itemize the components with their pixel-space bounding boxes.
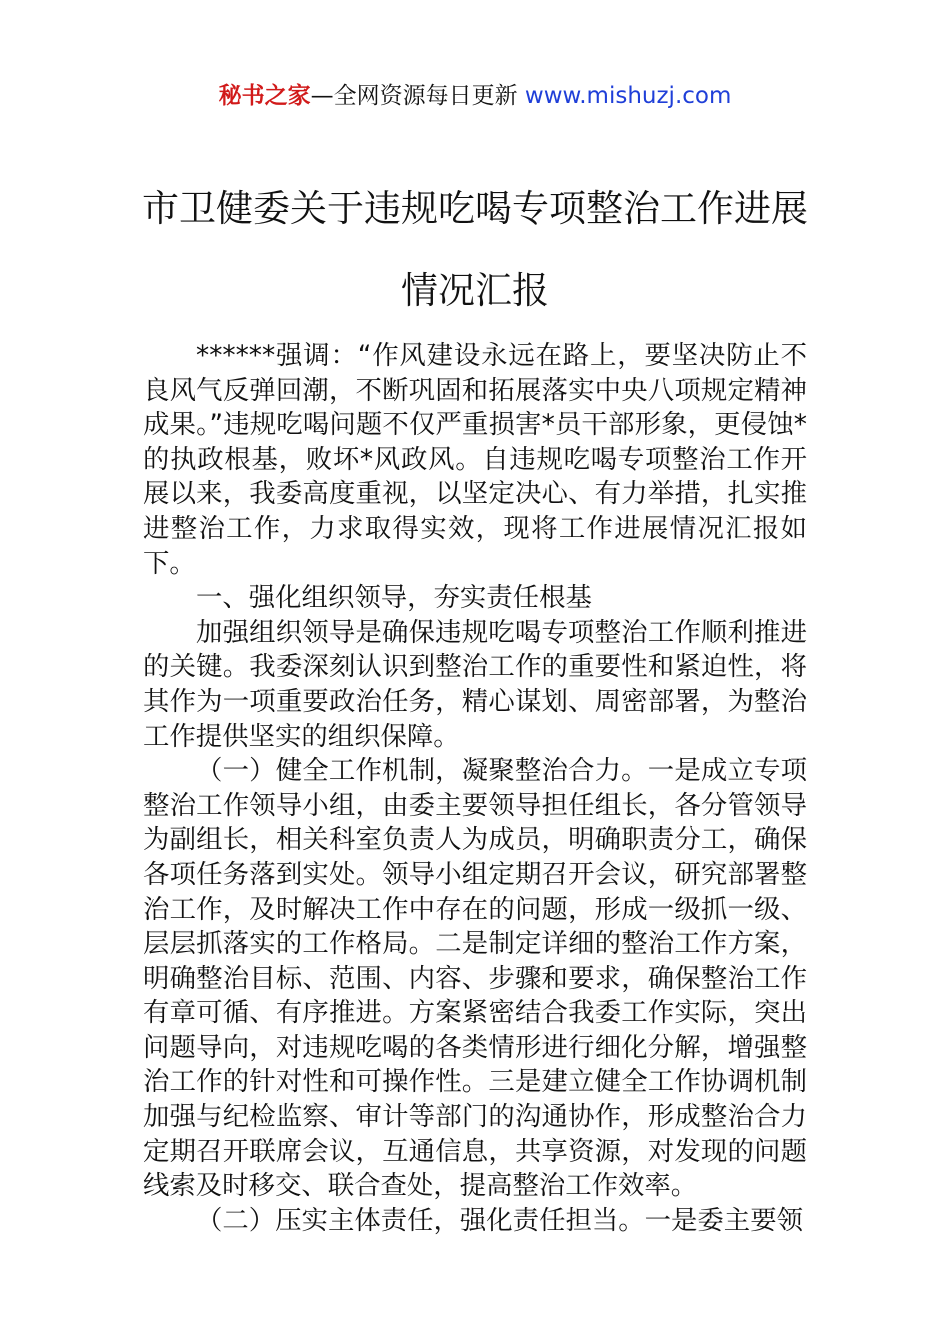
section-heading-1: 一、强化组织领导，夯实责任根基 <box>196 582 592 614</box>
site-url-link[interactable]: www.mishuzj.com <box>524 83 732 109</box>
title-line-1: 市卫健委关于违规吃喝专项整治工作进展 <box>142 187 808 230</box>
site-tagline: —全网资源每日更新 <box>310 83 525 109</box>
subsection-1-paragraph: （一）健全工作机制，凝聚整治合力。一是成立专项整治工作领导小组，由委主要领导担任组长，各分管领导为副组长，相关科室负责人为成员，明确职责分工，确保各项任务落到实处。领导小组定期召开会议，研究部署整治工作，及时解决工作中存在的问题，形成一级抓一级、层层抓落实的工作格局。二是制定详细的整治工作方案，明确整治目标、范围、内容、步骤和要求，确保整治工作有章可循、有序推进。方案紧密结合我委工作实际，突出问题导向，对违规吃喝的各类情形进行细化分解，增强整治工作的针对性和可操作性。三是建立健全工作协调机制加强与纪检监察、审计等部门的沟通协作，形成整治合力定期召开联席会议，互通信息，共享资源，对发现的问题线索及时移交、联合查处，提高整治工作效率。 <box>143 755 807 1202</box>
subsection-2-paragraph: （二）压实主体责任，强化责任担当。一是委主要领 <box>196 1204 803 1236</box>
document-title <box>0 168 950 332</box>
intro-paragraph: ******强调：“作风建设永远在路上，要坚决防止不良风气反弹回潮，不断巩固和拓展落实中央八项规定精神成果。”违规吃喝问题不仅严重损害*员干部形象，更侵蚀*的执政根基，败坏*风政风。自违规吃喝专项整治工作开展以来，我委高度重视，以坚定决心、有力举措，扎实推进整治工作，力求取得实效，现将工作进展情况汇报如下。 <box>143 340 807 579</box>
site-header <box>0 80 950 112</box>
title-line-2: 情况汇报 <box>401 269 549 312</box>
section-1-paragraph: 加强组织领导是确保违规吃喝专项整治工作顺利推进的关键。我委深刻认识到整治工作的重要性和紧迫性，将其作为一项重要政治任务，精心谋划、周密部署，为整治工作提供坚实的组织保障。 <box>143 616 807 752</box>
document-body <box>143 339 807 1238</box>
site-brand: 秘书之家 <box>218 83 311 109</box>
